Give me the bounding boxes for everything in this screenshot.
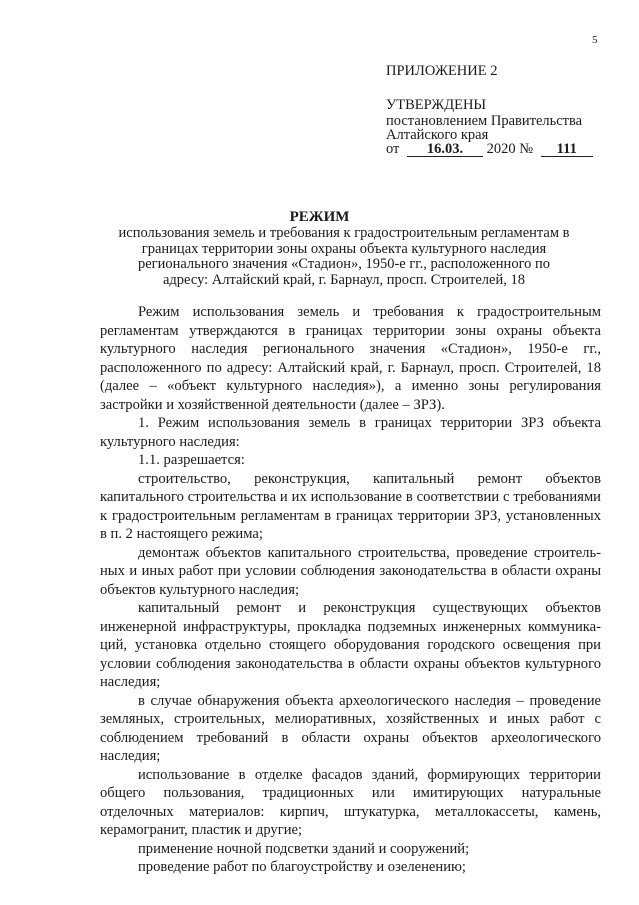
approved-label: УТВЕРЖДЕНЫ: [386, 97, 487, 113]
paragraph-intro: Режим использования земель и требования к градостроительным регламентам утверждаются в границах территории зоны охраны объекта культурного наследия регионального значения «Стадион», 1950-е гг., расположенного по адресу: Алтайский край, г. Барнаул, просп. Строителей, 18 (далее – «объект культурного наследия»), а именно зоны регулирования застройки и хозяйственной деятельности (далее – ЗРЗ).: [100, 304, 601, 413]
document-subtitle: использования земель и требования к градостроительным регламентам в границах территории зоны охраны объекта культурного наследия регионального значения «Стадион», 1950-е гг., расположенного по адресу: Алтайский край, г. Барнаул, просп. Строителей, 18: [118, 225, 570, 288]
appendix-heading: ПРИЛОЖЕНИЕ 2: [386, 63, 498, 79]
paragraph-item-lighting: применение ночной подсветки зданий и сооружений;: [138, 840, 470, 857]
approval-date-value: 16.03.: [407, 142, 483, 157]
paragraph-item-landscaping: проведение работ по благоустройству и озеленению;: [138, 859, 466, 875]
approved-by-line-2: Алтайского края: [386, 127, 489, 143]
date-prefix: от: [386, 141, 400, 157]
page-number: 5: [592, 34, 598, 46]
paragraph-item-construction: строительство, реконструкция, капитальный ремонт объектов капитального строительства и их использование в соответствии с требованиями к градостроительным регламентам в границах территории ЗРЗ, установленных в п. 2 настоящего режима;: [100, 470, 601, 542]
paragraph-item-facades: использование в отделке фасадов зданий, формирующих территории общего пользования, традиционных или имитирующих натуральные отделочных материалов: кирпич, штукатурка, металлокассеты, камень, керамогранит, пластик и другие;: [100, 766, 601, 838]
paragraph-item-archaeology: в случае обнаружения объекта археологического наследия – проведение земляных, строительных, мелиоративных, хозяйственных и иных работ с соблюдением требований в области охраны объектов археологического наследия;: [100, 692, 601, 764]
document-title: РЕЖИМ: [289, 209, 350, 225]
paragraph-item-demolition: демонтаж объектов капитального строительства, проведение строительных и иных работ при условии соблюдения законодательства в области охраны объектов культурного наследия;: [100, 544, 601, 598]
paragraph-subsection-1-1: 1.1. разрешается:: [138, 452, 245, 468]
document-body: [100, 303, 601, 877]
approval-date-line: [386, 142, 593, 157]
year-and-number-label: 2020 №: [486, 141, 534, 157]
approved-by-line-1: постановлением Правительства: [386, 113, 583, 129]
decree-number-value: 111: [541, 142, 593, 157]
paragraph-section-1: 1. Режим использования земель в границах территории ЗРЗ объекта культурного наследия:: [100, 415, 601, 450]
paragraph-item-engineering: капитальный ремонт и реконструкция существующих объектов инженерной инфраструктуры, прокладка подземных инженерных коммуникаций, установка отдельно стоящего оборудования городского освещения при условии соблюдения законодательства в области охраны объектов культурного наследия;: [100, 600, 601, 690]
